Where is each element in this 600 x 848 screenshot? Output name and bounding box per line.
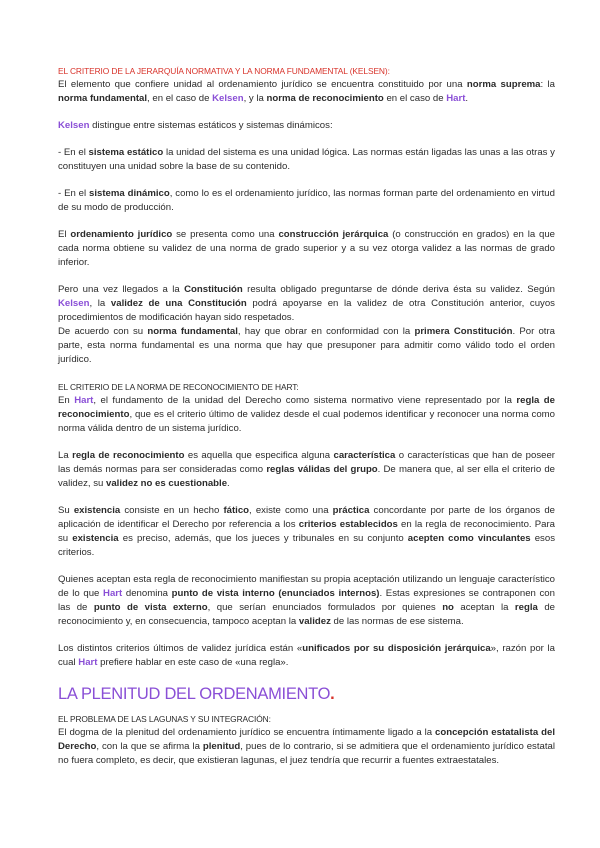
text-run: la unidad del sistema es una unidad lógica. Las normas están ligadas las unas a las otras y constituyen una unidad sobre la base de su contenido.: [58, 147, 555, 172]
text-run: , pues de lo contrario, si se admitiera que el ordenamiento jurídico estatal no fuera completo, es decir, que existieran lagunas, el juez tendría que recurrir a fuentes extraestatales.: [58, 741, 555, 766]
paragraph: [58, 642, 555, 670]
subheading-lagunas: EL PROBLEMA DE LAS LAGUNAS Y SU INTEGRACIÓN:: [58, 714, 271, 724]
emphasis: sistema dinámico: [89, 188, 170, 199]
text-run: . De manera que, al ser ella el criterio de validez, su: [58, 464, 555, 489]
emphasis: punto de vista externo: [93, 602, 208, 613]
emphasis: existencia: [73, 505, 121, 516]
emphasis: criterios establecidos: [298, 519, 398, 530]
text-run: en el caso de: [383, 93, 447, 104]
text-run: , y la: [243, 93, 267, 104]
emphasis: primera Constitución: [414, 326, 513, 337]
paragraph: [58, 449, 555, 491]
text-run: . Por otra parte, esta norma fundamental es una norma que hay que presuponer para admitir como válido todo el orden jurídico.: [58, 326, 555, 365]
text-run: , con la que se afirma la: [96, 741, 203, 752]
title-dot: .: [330, 685, 335, 703]
emphasis: norma de reconocimiento: [266, 93, 384, 104]
paragraph: [58, 187, 555, 215]
author-name: Kelsen: [58, 120, 90, 131]
section-title-plenitud: [58, 683, 555, 705]
emphasis: construcción jerárquica: [278, 229, 389, 240]
emphasis: validez no es cuestionable: [106, 478, 228, 489]
text-run: Quienes aceptan esta regla de reconocimiento manifiestan su propia aceptación utilizando un lenguaje característico de lo que: [58, 574, 555, 599]
text-run: , hay que obrar en conformidad con la: [237, 326, 415, 337]
text-run: : la: [540, 79, 555, 90]
text-run: - En el: [58, 188, 90, 199]
text-run: Los distintos criterios últimos de validez jurídica están «: [58, 643, 303, 654]
author-name: Hart: [103, 588, 123, 599]
text-run: concordante por parte de los órganos de aplicación de identificar el Derecho por referencia a los: [58, 505, 555, 530]
text-run: es aquella que especifica alguna: [184, 450, 334, 461]
text-run: .: [465, 93, 469, 104]
text-run: Su: [58, 505, 74, 516]
emphasis: ordenamiento jurídico: [70, 229, 173, 240]
text-run: o características que han de poseer las demás normas para ser consideradas como: [58, 450, 556, 475]
text-run: distingue entre sistemas estáticos y sistemas dinámicos:: [89, 120, 333, 131]
text-run: , que serían enunciados formulados por quienes: [207, 602, 443, 613]
text-run: , que es el criterio último de validez desde el cual podemos identificar y reconocer una norma como norma válida dentro de un sistema jurídico.: [58, 409, 555, 434]
author-name: Kelsen: [212, 93, 244, 104]
text-run: de las normas de ese sistema.: [330, 616, 464, 627]
emphasis: fático: [223, 505, 250, 516]
text-run: .: [227, 478, 230, 489]
paragraph: [58, 283, 555, 325]
emphasis: unificados por su disposición jerárquica: [302, 643, 491, 654]
document-page: [58, 64, 555, 768]
text-run: en la regla de reconocimiento. Para su: [58, 519, 556, 544]
text-run: resulta obligado preguntarse de dónde deriva ésta su validez. Según: [242, 284, 555, 295]
emphasis: validez: [298, 616, 331, 627]
text-run: La: [58, 450, 73, 461]
text-run: El: [58, 229, 71, 240]
emphasis: punto de vista interno (enunciados internos): [171, 588, 380, 599]
text-run: En: [58, 395, 75, 406]
title-text: LA PLENITUD DEL ORDENAMIENTO: [58, 685, 331, 703]
emphasis: norma fundamental: [58, 93, 148, 104]
text-run: , la: [89, 298, 111, 309]
text-run: , en el caso de: [147, 93, 213, 104]
text-run: , como lo es el ordenamiento jurídico, las normas forman parte del ordenamiento en virtud de su modo de producción.: [58, 188, 555, 213]
text-run: podrá apoyarse en la validez de otra Constitución anterior, cuyos procedimientos de modificación hayan sido respetados.: [58, 298, 555, 323]
text-run: es preciso, además, que los jueces y tribunales en su conjunto: [118, 533, 408, 544]
emphasis: norma suprema: [466, 79, 541, 90]
paragraph: [58, 394, 555, 436]
emphasis: sistema estático: [88, 147, 164, 158]
text-run: , existe como una: [249, 505, 333, 516]
author-name: Hart: [78, 657, 98, 668]
section-heading-hart: EL CRITERIO DE LA NORMA DE RECONOCIMIENTO DE HART:: [58, 382, 299, 392]
paragraph: [58, 228, 555, 270]
emphasis: concepción estatalista del Derecho: [58, 727, 555, 752]
text-run: denomina: [122, 588, 172, 599]
author-name: Hart: [74, 395, 94, 406]
emphasis: no: [442, 602, 454, 613]
author-name: Hart: [446, 93, 466, 104]
text-run: El elemento que confiere unidad al ordenamiento jurídico se encuentra constituido por una: [58, 79, 467, 90]
text-run: De acuerdo con su: [58, 326, 148, 337]
emphasis: regla de reconocimiento: [72, 450, 185, 461]
paragraph: [58, 325, 555, 367]
paragraph: [58, 573, 555, 629]
text-run: El dogma de la plenitud del ordenamiento jurídico se encuentra íntimamente ligado a la: [58, 727, 436, 738]
emphasis: acepten como vinculantes: [407, 533, 531, 544]
emphasis: característica: [333, 450, 396, 461]
emphasis: plenitud: [202, 741, 241, 752]
emphasis: regla de reconocimiento: [58, 395, 555, 420]
text-run: », razón por la cual: [58, 643, 555, 668]
paragraph: [58, 119, 555, 133]
paragraph: [58, 78, 555, 106]
text-run: aceptan la: [453, 602, 515, 613]
text-run: . Estas expresiones se contraponen con las de: [58, 588, 555, 613]
emphasis: regla: [514, 602, 538, 613]
paragraph: [58, 504, 555, 560]
text-run: se presenta como una: [172, 229, 279, 240]
text-run: esos criterios.: [58, 533, 555, 558]
paragraph: [58, 726, 555, 768]
text-run: Pero una vez llegados a la: [58, 284, 185, 295]
text-run: de reconocimiento y, en consecuencia, tampoco aceptan la: [58, 602, 555, 627]
emphasis: práctica: [332, 505, 370, 516]
emphasis: validez de una Constitución: [110, 298, 247, 309]
text-run: consiste en un hecho: [120, 505, 224, 516]
emphasis: existencia: [72, 533, 119, 544]
text-run: prefiere hablar en este caso de «una regla».: [97, 657, 289, 668]
emphasis: norma fundamental: [147, 326, 238, 337]
text-run: (o construcción en grados) en la que cada norma obtiene su validez de una norma de grado superior y a su vez otorga validez a las normas de grado inferior.: [58, 229, 556, 268]
emphasis: reglas válidas del grupo: [266, 464, 378, 475]
author-name: Kelsen: [58, 298, 90, 309]
text-run: , el fundamento de la unidad del Derecho como sistema normativo viene representado por la: [93, 395, 517, 406]
emphasis: Constitución: [184, 284, 243, 295]
paragraph: [58, 146, 555, 174]
section-heading-kelsen: EL CRITERIO DE LA JERARQUÍA NORMATIVA Y LA NORMA FUNDAMENTAL (KELSEN):: [58, 66, 390, 76]
text-run: - En el: [58, 147, 89, 158]
